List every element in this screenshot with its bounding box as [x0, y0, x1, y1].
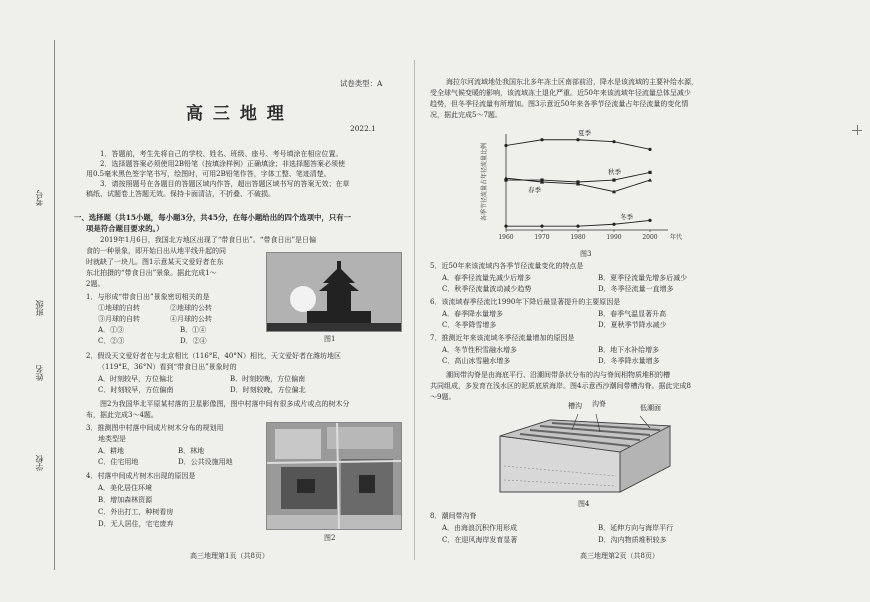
x-tick-label: 1990 — [606, 234, 622, 241]
q2-option-a: A．时刻较早，方位偏北 — [98, 375, 174, 383]
p2-intro2-line: ～9题。 — [430, 393, 456, 401]
q6-option-b: B．春季气温显著升高 — [598, 310, 667, 318]
y-axis-label: 各季节径流量占年径流量比例 — [481, 142, 488, 222]
question-5: 5．近50年来该流域内各季节径流量变化的特点是 — [430, 262, 584, 270]
series-label: 春季 — [528, 186, 541, 194]
figure-1-photo — [266, 252, 402, 332]
data-point — [576, 138, 579, 141]
figure-3-caption: 图3 — [580, 250, 592, 258]
figure-2-satellite-image — [266, 422, 402, 530]
q1-answer-b: B．①④ — [180, 326, 207, 334]
data-point — [576, 225, 579, 228]
side-label-banji: 班级 — [35, 300, 44, 316]
x-axis-label: 年代 — [670, 234, 683, 241]
series-label: 冬季 — [620, 213, 633, 222]
intro-line: 时就缺了一块儿。图1示意某天文爱好者在东 — [86, 258, 224, 266]
page-2-footer: 高三地理第2页（共8页） — [580, 552, 659, 560]
q1-option: ①地球的自转 — [98, 304, 140, 312]
q1-answer-c: C．②③ — [98, 337, 125, 345]
note-line: 用0.5毫米黑色签字笔书写，绘图时，可用2B铅笔作答，字体工整、笔迹清楚。 — [86, 170, 331, 178]
q4-option-a: A．美化居住环境 — [98, 484, 153, 492]
series-label: 夏季 — [578, 128, 591, 137]
question-7: 7．推测近年来该流域冬季径流量增加的原因是 — [430, 334, 575, 342]
p2-intro-line: 海拉尔河流域地处我国东北多年冻土区南部前沿，降水是该流域的主要补给水源， — [446, 78, 698, 86]
note-line: 1．答题前，考生先将自己的学校、姓名、班级、座号、考号填涂在相应位置。 — [100, 150, 343, 158]
fig4-label-ridge: 沟脊 — [592, 400, 606, 408]
figure-4-diagram — [480, 400, 680, 498]
intro-line: 2019年1月6日，我国北方地区出现了“带食日出”。“带食日出”是日偏 — [100, 236, 317, 244]
data-point — [612, 140, 615, 143]
q7-option-c: C．高山冰雪融水增多 — [442, 357, 511, 365]
note-line: 3．请按照题号在各题目的答题区域内作答，超出答题区域书写的答案无效；在草 — [100, 180, 350, 188]
data-point — [612, 223, 615, 226]
q2-option-b: B．时刻较晚，方位偏南 — [230, 375, 306, 383]
note-line: 2．选择题答案必须使用2B铅笔（按填涂样例）正确填涂；非选择题答案必须使 — [100, 160, 346, 168]
side-label-xuexiao: 学校 — [35, 455, 44, 471]
q5-option-a: A．春季径流量先减少后增多 — [442, 274, 532, 282]
q8-option-b: B．延伸方向与海岸平行 — [598, 524, 674, 532]
tidal-ridge-block-diagram-icon — [480, 406, 680, 498]
side-label-hao: 考号 — [35, 190, 44, 206]
q2-option-d: D．时刻较晚，方位偏北 — [230, 386, 306, 394]
q3-option-b: B．林地 — [178, 447, 205, 455]
q7-option-d: D．冬季降水量增多 — [598, 357, 660, 365]
p2-intro2-line: 共同组成，多发育在浅水区的泥质底质海岸。图4示意西沙潮间带槽沟脊。据此完成8 — [430, 382, 691, 390]
page-title: 高 三 地 理 — [186, 104, 286, 124]
chart-series — [504, 128, 652, 228]
question-4: 4．村落中间成片树木出现的原因是 — [86, 472, 196, 480]
q4-option-d: D．无人居住，宅宅废弃 — [98, 520, 174, 528]
page-1-footer: 高三地理第1页（共8页） — [190, 552, 269, 560]
q6-option-c: C．冬季降雪增多 — [442, 321, 497, 329]
question-6: 6．该流域春季径流比1990年下降后最显著提升的主要原因是 — [430, 298, 621, 306]
data-point — [648, 219, 651, 222]
x-tick-label: 2000 — [642, 234, 658, 241]
q8-option-d: D．沟内物质堆积较多 — [598, 536, 667, 544]
q1-option: ④月球的公转 — [170, 315, 212, 323]
figure-3-chart — [472, 126, 692, 246]
village-satellite-icon — [267, 423, 401, 529]
question-2: 2．假设天文爱好者在与北京相比（116°E，40°N）相比，天文爱好者在潍坊地区 — [86, 352, 341, 360]
section-heading-cont: 项是符合题目要求的。） — [86, 224, 164, 233]
data-point — [648, 171, 651, 174]
intro-line: 食的一种景象，即开始日出从地平线升起的同 — [86, 247, 226, 255]
question-1: 1．与形成“带食日出”景象密切相关的是 — [86, 293, 210, 301]
q1-option: ②地球的公转 — [170, 304, 212, 312]
intro-line: 东北拍摄的“带食日出”景象。据此完成1～ — [86, 269, 217, 277]
exam-date: 2022.1 — [350, 124, 376, 133]
data-point — [504, 225, 507, 228]
series-label: 秋季 — [608, 168, 621, 177]
q3-option-d: D．公共设施用地 — [178, 458, 233, 466]
question-8: 8．潮间带沟脊 — [430, 512, 477, 520]
figure-1-caption: 图1 — [324, 335, 336, 343]
data-point — [504, 144, 507, 147]
q8-option-c: C．在迎风海岸发育显著 — [442, 536, 518, 544]
runoff-line-chart — [472, 126, 692, 246]
intro2-line: 布，据此完成3～4题。 — [86, 411, 158, 419]
q4-option-b: B．增加森林资源 — [98, 496, 153, 504]
q7-option-a: A．冬节性积雪融水增多 — [442, 346, 518, 354]
temple-silhouette-icon — [267, 253, 401, 331]
figure-2-caption: 图2 — [324, 534, 336, 542]
data-point — [612, 178, 615, 181]
question-3-cont: 地类型是 — [98, 435, 126, 443]
x-tick-label: 1980 — [570, 234, 586, 241]
p2-intro-line: 受全球气候变暖的影响，该流域冻土退化严重。近50年来该流域年径流量总体呈减少 — [430, 89, 691, 97]
data-point — [540, 225, 543, 228]
q1-option: ③月球的自转 — [98, 315, 140, 323]
q3-option-c: C．住宅用地 — [98, 458, 139, 466]
note-line: 稿纸、试题卷上答题无效。保持卡面清洁，不折叠、不破损。 — [86, 190, 275, 198]
question-2-cont: （119°E，36°N）看到“带食日出”景象时的 — [98, 363, 237, 371]
question-3: 3．推测图中村落中间成片树木分布的规划用 — [86, 424, 224, 432]
q5-option-c: C．秋季径流量波动减少趋势 — [442, 285, 532, 293]
side-label-xingming: 姓名 — [35, 365, 44, 381]
p2-intro-line: 趋势，但冬季径流量有所增加。图3示意近50年来各季节径流量占年径流量的变化情 — [430, 100, 689, 108]
q1-answer-a: A．①③ — [98, 326, 125, 334]
p2-intro2-line: 潮间带沟脊是由海底平行、沿潮间带条状分布的沟与脊间相物质堆积的槽 — [446, 371, 670, 379]
x-tick-label: 1970 — [534, 234, 550, 241]
fig4-label-groove: 槽沟 — [568, 402, 582, 410]
exam-type: 试卷类型：A — [340, 79, 383, 88]
p2-intro-line: 况，据此完成5～7题。 — [430, 111, 502, 119]
data-point — [648, 178, 652, 182]
page-divider — [414, 60, 415, 560]
q8-option-a: A．由海浪沉积作用形成 — [442, 524, 518, 532]
data-point — [540, 138, 543, 141]
intro2-line: 图2为我国华北平原某村落的卫星影像图，图中村落中间有很多成片或点的树木分 — [100, 400, 350, 408]
fig4-label-low-tide: 低潮面 — [640, 404, 661, 412]
intro-line: 2题。 — [86, 280, 105, 288]
q5-option-d: D．冬季径流量一直增多 — [598, 285, 674, 293]
q3-option-a: A．耕地 — [98, 447, 125, 455]
q4-option-c: C．外出打工，种树看房 — [98, 508, 174, 516]
section-heading: 一、选择题（共15小题，每小题3分，共45分，在每小题给出的四个选项中，只有一 — [74, 213, 351, 222]
q5-option-b: B．夏季径流量先增多后减少 — [598, 274, 688, 282]
data-point — [648, 148, 651, 151]
q7-option-b: B．地下水补给增多 — [598, 346, 660, 354]
q6-option-a: A．春季降水量增多 — [442, 310, 504, 318]
q1-answer-d: D．②④ — [180, 337, 207, 345]
q6-option-d: D．夏秋季节降水减少 — [598, 321, 667, 329]
register-mark-icon — [857, 125, 858, 135]
figure-4-caption: 图4 — [578, 500, 590, 508]
binding-line — [54, 40, 55, 570]
x-tick-label: 1960 — [498, 234, 514, 241]
q2-option-c: C．时刻较早，方位偏南 — [98, 386, 174, 394]
chart-axes — [480, 134, 682, 241]
